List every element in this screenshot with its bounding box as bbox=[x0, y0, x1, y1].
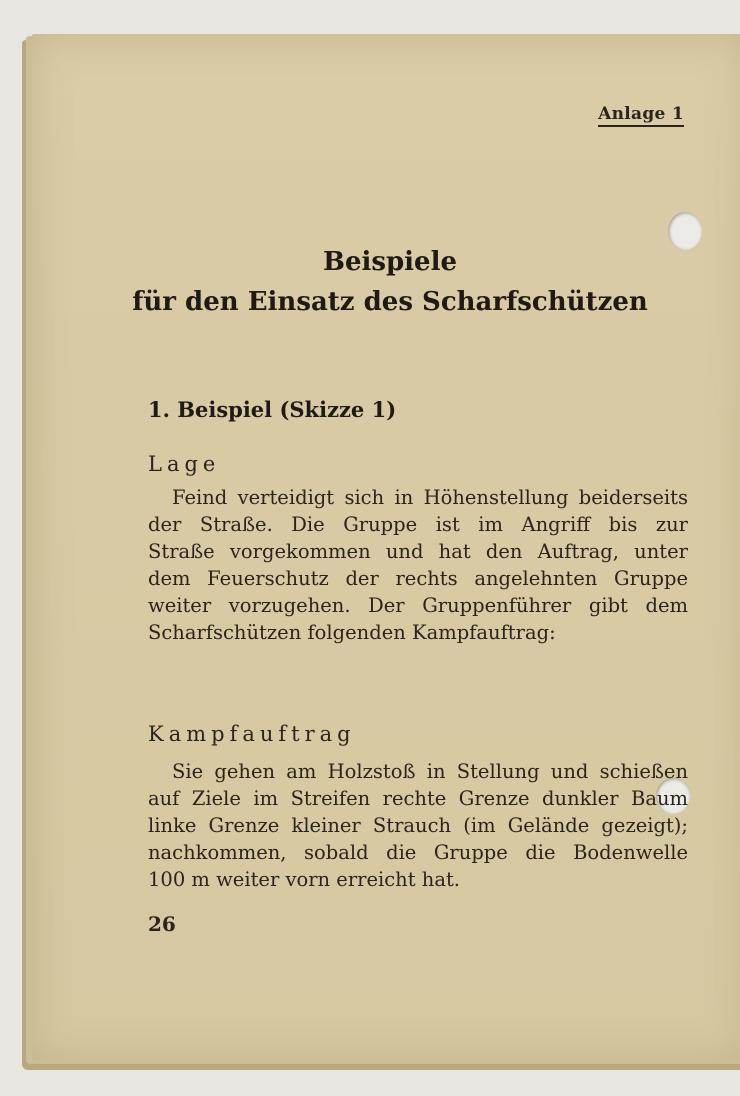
page-title: Beispiele bbox=[322, 247, 458, 277]
situation-line: dem Feuerschutz der rechts angelehnten Gruppe bbox=[148, 567, 688, 590]
order-line: linke Grenze kleiner Strauch (im Gelände gezeigt); bbox=[148, 814, 688, 837]
example-heading: 1. Beispiel (Skizze 1) bbox=[148, 397, 397, 422]
situation-label: Lage bbox=[148, 452, 221, 476]
page-subtitle: für den Einsatz des Scharfschützen bbox=[132, 287, 648, 317]
order-line: nachkommen, sobald die Gruppe die Bodenwelle bbox=[148, 841, 688, 864]
annex-label: Anlage 1 bbox=[598, 104, 684, 127]
order-line: 100 m weiter vorn erreicht hat. bbox=[148, 868, 460, 891]
order-line: auf Ziele im Streifen rechte Grenze dunkler Baum bbox=[148, 787, 688, 810]
page-number: 26 bbox=[148, 912, 176, 936]
situation-line: der Straße. Die Gruppe ist im Angriff bis zur bbox=[148, 513, 688, 536]
punch-hole-top bbox=[668, 212, 702, 250]
situation-line: Scharfschützen folgenden Kampfauftrag: bbox=[148, 621, 556, 644]
order-line: Sie gehen am Holzstoß in Stellung und schießen bbox=[172, 760, 688, 783]
situation-line: weiter vorzugehen. Der Gruppenführer gibt dem bbox=[148, 594, 688, 617]
situation-paragraph bbox=[148, 484, 688, 646]
order-paragraph bbox=[148, 758, 688, 893]
order-label: Kampfauftrag bbox=[148, 722, 356, 746]
situation-line: Feind verteidigt sich in Höhenstellung beiderseits bbox=[172, 486, 688, 509]
situation-line: Straße vorgekommen und hat den Auftrag, unter bbox=[148, 540, 688, 563]
